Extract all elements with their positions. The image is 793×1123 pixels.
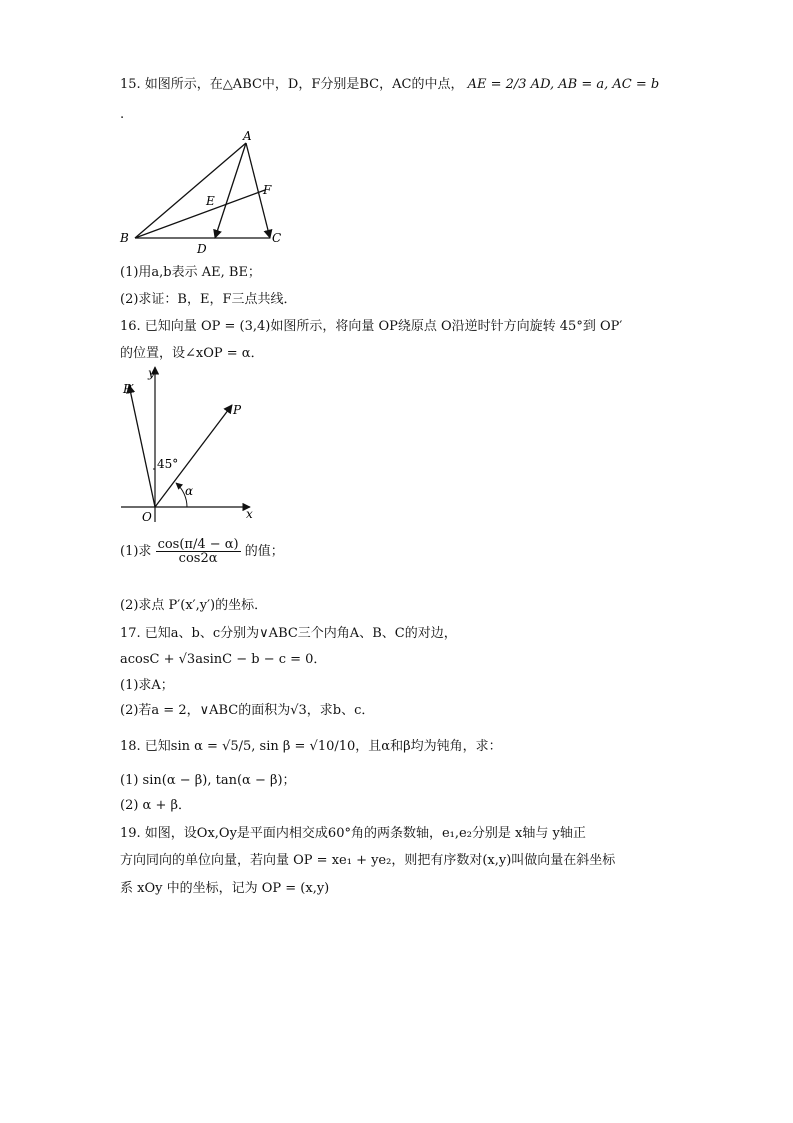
q18-line1: 18. 已知sin α = √5/5, sin β = √10/10，且α和β均为钝角，求：	[120, 739, 502, 754]
q18-part2: (2) α + β．	[120, 798, 191, 813]
label-alpha: α	[185, 484, 194, 498]
q17-part1: (1)求A；	[120, 678, 174, 693]
q17-line1: 17. 已知a、b、c分别为∨ABC三个内角A、B、C的对边，	[120, 626, 457, 641]
label-e: E	[206, 194, 215, 208]
label-y: y	[148, 366, 155, 380]
vector-ad	[215, 143, 246, 238]
rotation-figure	[115, 362, 275, 527]
vector-op-prime	[129, 385, 155, 507]
q15-part2: (2)求证：B，E，F三点共线．	[120, 292, 297, 307]
q15-period: .	[120, 107, 125, 122]
q19-line1: 19. 如图，设Ox,Oy是平面内相交成60°角的两条数轴，e₁,e₂分别是 x轴与 y轴正	[120, 826, 586, 841]
segment-bf	[135, 190, 265, 238]
q15-line1: 15. 如图所示，在△ABC中，D，F分别是BC，AC的中点， AE = 2/3 AD, AB = a, AC = b	[120, 77, 660, 92]
q15-formula: AE = 2/3 AD, AB = a, AC = b	[467, 77, 660, 92]
vector-op	[155, 405, 232, 507]
label-p: P	[233, 403, 242, 417]
label-b: B	[120, 231, 129, 245]
q17-part2: (2)若a = 2，∨ABC的面积为√3，求b、c．	[120, 703, 375, 718]
q15-part1: (1)用a,b表示 AE, BE；	[120, 265, 261, 280]
q16-line2: 的位置，设∠xOP = α．	[120, 346, 264, 361]
segment-ab	[135, 143, 246, 238]
q16-part2: (2)求点 P′(x′,y′)的坐标．	[120, 598, 268, 613]
label-f: F	[263, 183, 272, 197]
triangle-figure	[115, 130, 290, 255]
label-45: 45°	[157, 457, 179, 471]
q17-line2: acosC + √3asinC − b − c = 0．	[120, 652, 327, 667]
q16-part1: (1)求 $\frac{\cos(\pi/4 - \alpha)}{\cos 2\alpha}$ 的值；	[120, 537, 284, 566]
label-p-prime: P′	[123, 382, 134, 396]
label-c: C	[272, 231, 282, 245]
q19-line3: 系 xOy 中的坐标，记为 OP = (x,y)	[120, 881, 330, 896]
label-o: O	[142, 510, 152, 524]
q16-line1: 16. 已知向量 OP = (3,4)如图所示，将向量 OP绕原点 O沿逆时针方向旋转 45°到 OP′	[120, 319, 623, 334]
fraction: $\frac{\cos(\pi/4 - \alpha)}{\cos 2\alpha}$	[157, 537, 239, 566]
label-x: x	[246, 507, 253, 521]
q18-part1: (1) sin(α − β), tan(α − β)；	[120, 773, 296, 788]
label-a: A	[243, 130, 252, 143]
q19-line2: 方向同向的单位向量，若向量 OP = xe₁ + ye₂，则把有序数对(x,y)叫做向量在斜坐标	[120, 853, 616, 868]
label-d: D	[197, 242, 207, 255]
